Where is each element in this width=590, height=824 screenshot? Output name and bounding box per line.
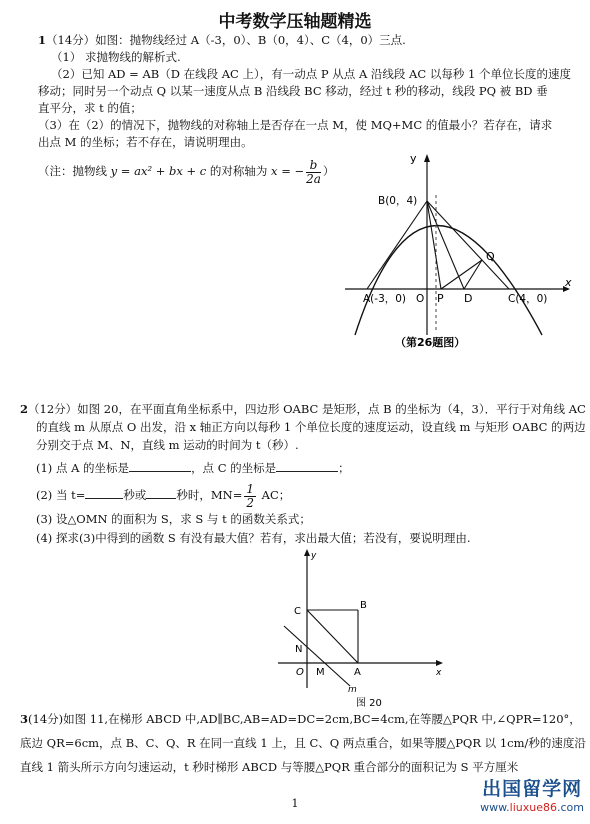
question-3-score: (14分) — [28, 712, 64, 726]
figure-1-caption: （第26题图） — [395, 336, 466, 349]
label-P: P — [437, 292, 444, 305]
question-2-sub-3: (3) 设△OMN 的面积为 S，求 S 与 t 的函数关系式； — [36, 512, 311, 526]
segment-DQ — [464, 260, 482, 289]
axis-fraction: $\frac{b}{2a}$ — [306, 157, 321, 186]
y-axis-arrow — [424, 154, 430, 162]
question-1-text: 如图：抛物线经过 A（-3，0）、B（0，4）、C（4，0）三点. — [95, 33, 406, 47]
question-2-sub-1: (1) 点 A 的坐标是 ，点 C 的坐标是 ； — [36, 461, 350, 475]
question-2-sub-2: (2) 当 t= 秒或 秒时，MN= $\frac{1}{2}$ AC； — [36, 481, 291, 510]
question-2-line-1: 2（12分）如图 20，在平面直角坐标系中，四边形 OABC 是矩形，点 B 的坐标为（4，3）．平行于对角线 AC — [20, 402, 586, 416]
segment-PQ — [441, 260, 482, 289]
label-N: N — [295, 644, 303, 655]
question-2-line-3: 分别交于点 M、N，直线 m 运动的时间为 t（秒）. — [36, 438, 299, 452]
question-3-line-2: 底边 QR=6cm，点 B、C、Q、R 在同一直线 1 上，且 C、Q 两点重合，如果等腰△PQR 以 1cm/秒的速度沿 — [20, 736, 586, 750]
label-y: y — [311, 551, 317, 561]
label-B: B — [360, 600, 367, 611]
question-3-number: 3 — [20, 712, 29, 726]
question-1-part-3-line-2: 出点 M 的坐标；若不存在，请说明理由。 — [38, 135, 253, 149]
watermark — [480, 774, 584, 814]
y-axis-arrow — [304, 549, 310, 556]
half-fraction: $\frac{1}{2}$ — [246, 481, 254, 510]
page-number: 1 — [291, 797, 299, 810]
page-title: 中考数学压轴题精选 — [218, 12, 372, 32]
label-A: A — [354, 667, 361, 678]
label-m: m — [348, 685, 357, 695]
label-D: D — [464, 292, 473, 305]
x-axis-arrow — [436, 660, 443, 666]
label-x: x — [565, 276, 572, 289]
question-1-part-2-line-3: 直平分，求 t 的值； — [38, 101, 142, 115]
segment-BD — [427, 201, 464, 289]
label-O: O — [296, 667, 304, 678]
question-1-part-2-line-1: （2）已知 AD = AB（D 在线段 AC 上），有一动点 P 从点 A 沿线段 AC 以每秒 1 个单位长度的速度 — [51, 67, 571, 81]
question-1-note: （注：抛物线 y = ax² + bx + c 的对称轴为 x = − $\frac{b}{2a}$ ） — [38, 157, 335, 186]
question-1-stem — [38, 33, 406, 48]
diagonal-AC — [307, 610, 358, 663]
label-O: O — [416, 293, 425, 305]
question-1-part-3-line-1: （3）在（2）的情况下，抛物线的对称轴上是否存在一点 M，使 MQ+MC 的值最小？若存在，请求 — [38, 118, 553, 132]
question-1-part-1: （1） 求抛物线的解析式. — [51, 50, 181, 64]
question-3-line-3: 直线 1 箭头所示方向匀速运动，t 秒时梯形 ABCD 与等腰△PQR 重合部分的面积记为 S 平方厘米 — [20, 760, 519, 774]
label-M: M — [316, 667, 325, 678]
label-C: C — [294, 606, 301, 617]
watermark-site: www.liuxue86.com — [480, 801, 584, 814]
answer-blank — [276, 460, 338, 472]
question-1-score: （14分） — [46, 33, 96, 47]
label-Q: Q — [486, 250, 495, 263]
question-2-line-2: 的直线 m 从原点 O 出发，沿 x 轴正方向以每秒 1 个单位长度的速度运动，设直线 m 与矩形 OABC 的两边 — [36, 420, 586, 434]
question-2-number: 2 — [20, 402, 29, 416]
label-C: C(4，0) — [508, 293, 548, 305]
question-1-number: 1 — [38, 33, 47, 47]
parabola-curve — [355, 226, 542, 336]
answer-blank — [85, 487, 123, 499]
answer-blank — [146, 487, 176, 499]
label-B: B(0，4) — [378, 195, 418, 207]
segment-AB — [367, 201, 427, 289]
question-3-line-1: 3(14分)如图 11,在梯形 ABCD 中,AD∥BC,AB=AD=DC=2cm,BC=4cm,在等腰△PQR 中,∠QPR=120°， — [20, 712, 581, 726]
label-A: A(-3，0) — [363, 293, 407, 305]
question-2-score: （12分） — [28, 402, 78, 416]
watermark-brand: 出国留学网 — [482, 778, 583, 800]
parabola-formula: y = ax² + bx + c — [110, 164, 207, 178]
label-x: x — [436, 668, 442, 678]
question-1-figure — [330, 150, 580, 350]
answer-blank — [129, 460, 191, 472]
figure-20-caption: 图 20 — [356, 698, 382, 708]
question-2-sub-4: (4) 探求(3)中得到的函数 S 有没有最大值？若有，求出最大值；若没有，要说明理由. — [36, 531, 471, 545]
question-2-figure — [270, 548, 450, 708]
label-y: y — [410, 152, 417, 165]
question-1-part-2-line-2: 移动；同时另一个动点 Q 以某一速度从点 B 沿线段 BC 移动，经过 t 秒的移动，线段 PQ 被 BD 垂 — [38, 84, 548, 98]
